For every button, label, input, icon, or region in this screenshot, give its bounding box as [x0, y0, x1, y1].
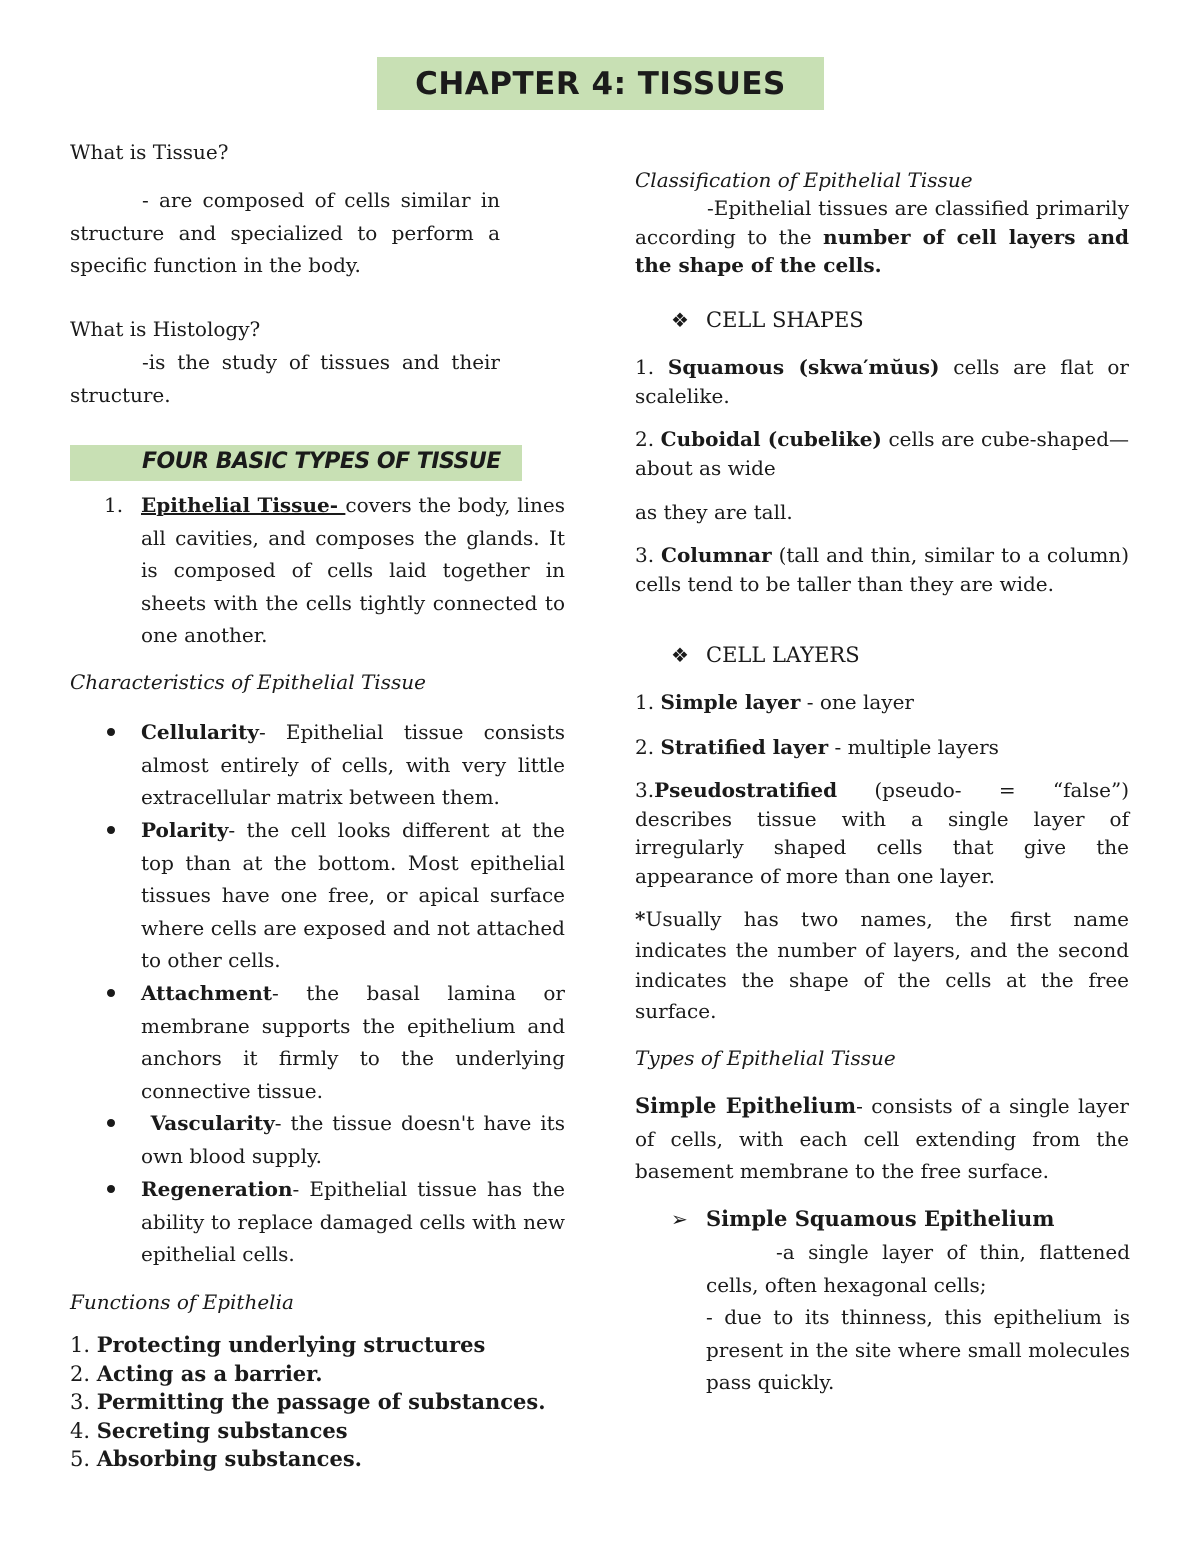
epithelial-tissue-term: Epithelial Tissue- — [141, 493, 346, 517]
naming-note — [635, 904, 1129, 1026]
function-number: 5. — [70, 1447, 97, 1471]
classification-heading: Classification of Epithelial Tissue — [635, 168, 973, 192]
characteristic-text: - Epithelial tissue has the ability to replace damaged cells with new epithelial cells. — [141, 1177, 565, 1266]
layer-term: Simple layer — [660, 690, 801, 714]
characteristic-item — [141, 977, 565, 1107]
function-item — [70, 1388, 546, 1417]
layer-item — [635, 776, 1129, 890]
note-asterisk: * — [635, 907, 646, 931]
shape-item — [635, 541, 1129, 598]
shape-term: Columnar — [661, 543, 772, 567]
function-item — [70, 1445, 546, 1474]
characteristics-heading: Characteristics of Epithelial Tissue — [70, 670, 426, 694]
shape-text: cells are flat or scalelike. — [635, 355, 1129, 408]
classification-text: -Epithelial tissues are classified primarily according to the — [635, 196, 1129, 249]
characteristic-item — [141, 1173, 565, 1271]
characteristic-item — [141, 716, 565, 814]
simple-epithelium-text: - consists of a single layer of cells, with each cell extending from the basement membrane to the free surface. — [635, 1094, 1129, 1183]
section-heading-box — [70, 445, 522, 481]
shape-number: 3. — [635, 543, 662, 567]
shape-continuation: as they are tall. — [635, 500, 793, 524]
function-item — [70, 1417, 546, 1446]
epithelial-tissue-item — [141, 489, 565, 652]
characteristic-item — [141, 1107, 572, 1172]
layer-item — [635, 686, 914, 719]
question-tissue: What is Tissue? — [70, 140, 229, 164]
note-text: Usually has two names, the first name indicates the number of layers, and the second indicates the shape of the cells at the free surface. — [635, 907, 1129, 1023]
epithelial-tissue-text: covers the body, lines all cavities, and composes the glands. It is composed of cells laid together in sheets with the cells tightly connected to one another. — [141, 493, 566, 647]
function-item — [70, 1360, 546, 1389]
function-number: 3. — [70, 1390, 97, 1414]
characteristic-text: - the tissue doesn't have its own blood supply. — [141, 1111, 572, 1168]
shape-term: Squamous (skwa′mŭus) — [667, 355, 940, 379]
shape-number: 2. — [635, 427, 661, 451]
item-1-number: 1. — [104, 493, 124, 517]
shape-number: 1. — [635, 355, 668, 379]
layer-text: - one layer — [800, 690, 914, 714]
function-text: Permitting the passage of substances. — [96, 1389, 546, 1414]
cell-layers-heading: CELL LAYERS — [706, 643, 860, 667]
bullet-dot — [107, 826, 115, 834]
simple-squamous-text-2: - due to its thinness, this epithelium is present in the site where small molecules pass quickly. — [706, 1305, 1130, 1394]
layer-term: Stratified layer — [660, 735, 829, 759]
characteristic-term: Vascularity — [141, 1111, 275, 1135]
functions-heading: Functions of Epithelia — [70, 1290, 294, 1314]
arrow-bullet-icon: ➢ — [671, 1207, 688, 1231]
layer-text: - multiple layers — [828, 735, 999, 759]
shape-item — [635, 353, 1129, 410]
characteristic-text: - the basal lamina or membrane supports the epithelium and anchors it firmly to the underlying connective tissue. — [141, 981, 565, 1103]
simple-squamous-text-1: -a single layer of thin, flattened cells, often hexagonal cells; — [706, 1240, 1130, 1297]
layer-text: (pseudo- = “false”) describes tissue with a single layer of irregularly shaped cells that give the appearance of more than one layer. — [635, 778, 1129, 888]
characteristic-term: Attachment — [141, 981, 272, 1005]
function-item — [70, 1331, 546, 1360]
function-text: Secreting substances — [96, 1417, 348, 1443]
characteristic-item — [141, 814, 565, 977]
answer-tissue: - are composed of cells similar in structure and specialized to perform a specific function in the body. — [70, 188, 500, 277]
cell-shapes-heading: CELL SHAPES — [706, 308, 864, 332]
layer-number: 2. — [635, 735, 661, 759]
characteristic-text: - the cell looks different at the top than at the bottom. Most epithelial tissues have one free, or apical surface where cells are exposed and not attached to other cells. — [141, 818, 565, 972]
bullet-dot — [107, 728, 115, 736]
diamond-bullet-icon: ❖ — [671, 643, 689, 667]
characteristic-term: Regeneration — [141, 1177, 293, 1201]
simple-epithelium-term: Simple Epithelium — [635, 1093, 857, 1118]
shape-text: (tall and thin, similar to a column) cells tend to be taller than they are wide. — [635, 543, 1129, 596]
bullet-dot — [107, 1119, 115, 1127]
function-text: Absorbing substances. — [96, 1446, 362, 1471]
layer-term: Pseudostratified — [654, 778, 838, 802]
bullet-dot — [107, 1185, 115, 1193]
shape-item — [635, 425, 1129, 482]
chapter-title: CHAPTER 4: TISSUES — [415, 65, 786, 102]
function-text: Acting as a barrier. — [96, 1360, 323, 1386]
classification-paragraph — [635, 194, 1129, 280]
characteristic-text: - Epithelial tissue consists almost entirely of cells, with very little extracellular matrix between them. — [141, 720, 565, 809]
shape-text: cells are cube-shaped—about as wide — [635, 427, 1129, 480]
chapter-title-box — [377, 57, 824, 110]
characteristic-term: Cellularity — [141, 720, 259, 744]
bullet-dot — [107, 989, 115, 997]
layer-item — [635, 731, 999, 764]
simple-squamous-heading: Simple Squamous Epithelium — [706, 1206, 1055, 1231]
function-text: Protecting underlying structures — [96, 1332, 486, 1357]
layer-number: 3. — [635, 778, 655, 802]
classification-bold: number of cell layers and the shape of the cells. — [635, 224, 1129, 277]
answer-histology: -is the study of tissues and their structure. — [70, 350, 500, 407]
functions-list — [70, 1331, 546, 1474]
function-number: 2. — [70, 1361, 97, 1386]
characteristic-term: Polarity — [141, 818, 229, 842]
question-histology: What is Histology? — [70, 317, 261, 341]
section-heading: FOUR BASIC TYPES OF TISSUE — [142, 449, 501, 474]
layer-number: 1. — [635, 690, 661, 714]
function-number: 1. — [70, 1333, 97, 1357]
function-number: 4. — [70, 1418, 97, 1443]
simple-epithelium-paragraph — [635, 1090, 1129, 1188]
diamond-bullet-icon: ❖ — [671, 308, 689, 332]
shape-term: Cuboidal (cubelike) — [660, 427, 882, 451]
types-heading: Types of Epithelial Tissue — [635, 1046, 896, 1070]
